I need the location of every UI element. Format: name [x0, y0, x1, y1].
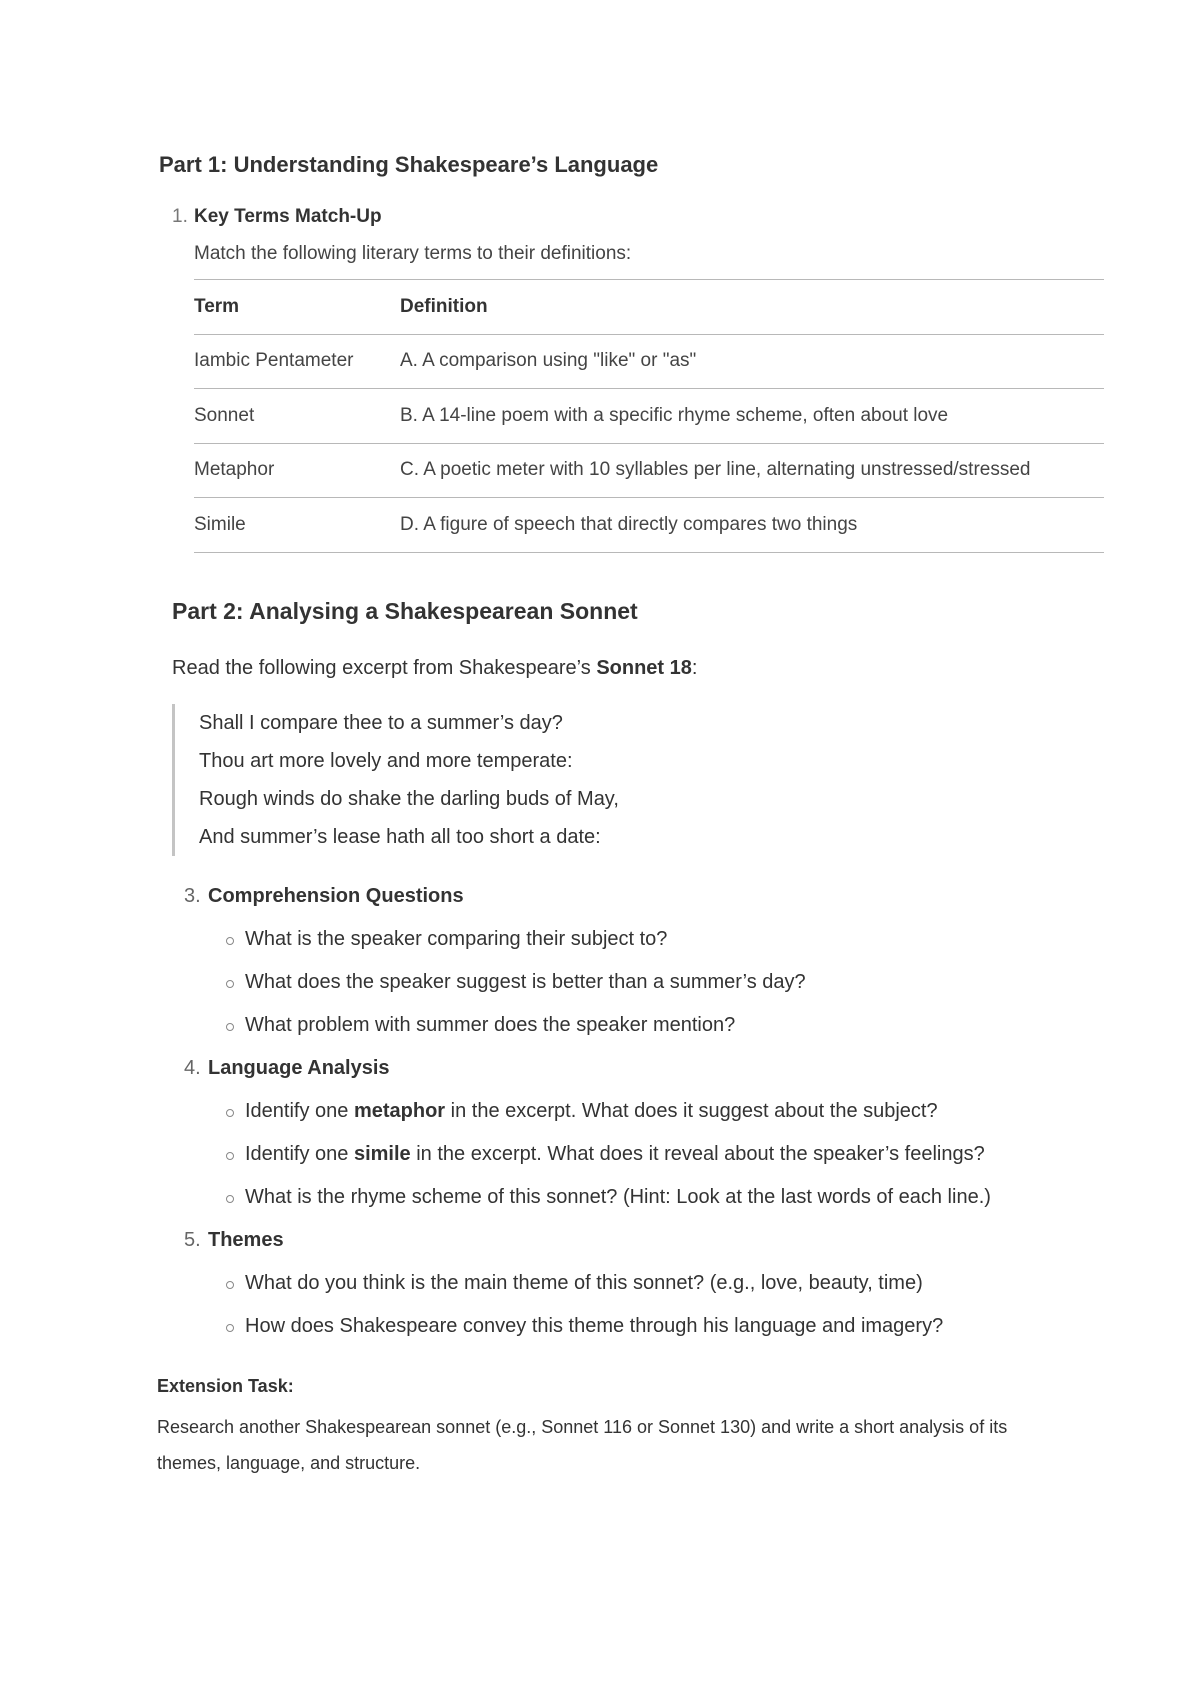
item-title: Key Terms Match-Up — [194, 206, 382, 227]
read-suffix: : — [691, 657, 698, 679]
hollow-bullet-icon — [226, 1109, 234, 1117]
definition-cell: D. A figure of speech that directly compares two things — [400, 498, 1104, 553]
term-cell: Sonnet — [194, 389, 400, 444]
term-cell: Metaphor — [194, 443, 400, 498]
sonnet-excerpt-blockquote — [172, 704, 619, 856]
question-post: in the excerpt. What does it reveal about the speaker’s feelings? — [410, 1143, 985, 1165]
question-text: What do you think is the main theme of this sonnet? (e.g., love, beauty, time) — [245, 1272, 923, 1294]
section-title: Comprehension Questions — [208, 885, 464, 907]
quote-line: Shall I compare thee to a summer’s day? — [199, 712, 563, 734]
question-text: What is the speaker comparing their subject to? — [245, 928, 668, 950]
question-text: What problem with summer does the speaker mention? — [245, 1014, 736, 1036]
section-number: 5. — [184, 1229, 201, 1251]
section-number: 3. — [184, 885, 201, 907]
quote-line: And summer’s lease hath all too short a date: — [199, 826, 601, 848]
quote-line: Thou art more lovely and more temperate: — [199, 750, 573, 772]
quote-line: Rough winds do shake the darling buds of May, — [199, 788, 619, 810]
question-text — [245, 1143, 985, 1166]
terms-table — [194, 279, 1104, 553]
sonnet-title: Sonnet 18 — [596, 657, 692, 679]
definition-cell: B. A 14-line poem with a specific rhyme scheme, often about love — [400, 389, 1104, 444]
question-text — [245, 1100, 938, 1123]
table-row — [194, 443, 1104, 498]
question-pre: Identify one — [245, 1143, 354, 1165]
term-cell: Simile — [194, 498, 400, 553]
term-cell: Iambic Pentameter — [194, 334, 400, 389]
column-header-definition: Definition — [400, 280, 1104, 335]
table-row — [194, 498, 1104, 553]
table-row — [194, 334, 1104, 389]
match-instruction: Match the following literary terms to their definitions: — [194, 243, 632, 264]
definition-cell: C. A poetic meter with 10 syllables per line, alternating unstressed/stressed — [400, 443, 1104, 498]
hollow-bullet-icon — [226, 1152, 234, 1160]
hollow-bullet-icon — [226, 980, 234, 988]
section-number: 4. — [184, 1057, 201, 1079]
table-header-row — [194, 280, 1104, 335]
hollow-bullet-icon — [226, 1195, 234, 1203]
question-post: in the excerpt. What does it suggest about the subject? — [445, 1100, 938, 1122]
part1-heading: Part 1: Understanding Shakespeare’s Language — [159, 152, 659, 177]
section-title: Themes — [208, 1229, 284, 1251]
item-number: 1. — [172, 206, 188, 227]
question-text: How does Shakespeare convey this theme through his language and imagery? — [245, 1315, 944, 1337]
column-header-term: Term — [194, 280, 400, 335]
definition-cell: A. A comparison using "like" or "as" — [400, 334, 1104, 389]
question-text: What does the speaker suggest is better than a summer’s day? — [245, 971, 806, 993]
extension-task-body: Research another Shakespearean sonnet (e.g., Sonnet 116 or Sonnet 130) and write a short analysis of its themes, language, and structure. — [157, 1417, 1008, 1473]
hollow-bullet-icon — [226, 937, 234, 945]
question-keyword: metaphor — [353, 1100, 446, 1122]
read-instruction — [172, 657, 697, 680]
question-keyword: simile — [353, 1143, 411, 1165]
read-prefix: Read the following excerpt from Shakespeare’s — [172, 657, 597, 679]
part2-heading: Part 2: Analysing a Shakespearean Sonnet — [172, 598, 638, 624]
hollow-bullet-icon — [226, 1023, 234, 1031]
section-title: Language Analysis — [208, 1057, 390, 1079]
hollow-bullet-icon — [226, 1324, 234, 1332]
extension-task-title: Extension Task: — [157, 1376, 294, 1396]
question-text: What is the rhyme scheme of this sonnet? (Hint: Look at the last words of each line.) — [245, 1186, 991, 1208]
table-row — [194, 389, 1104, 444]
hollow-bullet-icon — [226, 1281, 234, 1289]
question-pre: Identify one — [245, 1100, 354, 1122]
